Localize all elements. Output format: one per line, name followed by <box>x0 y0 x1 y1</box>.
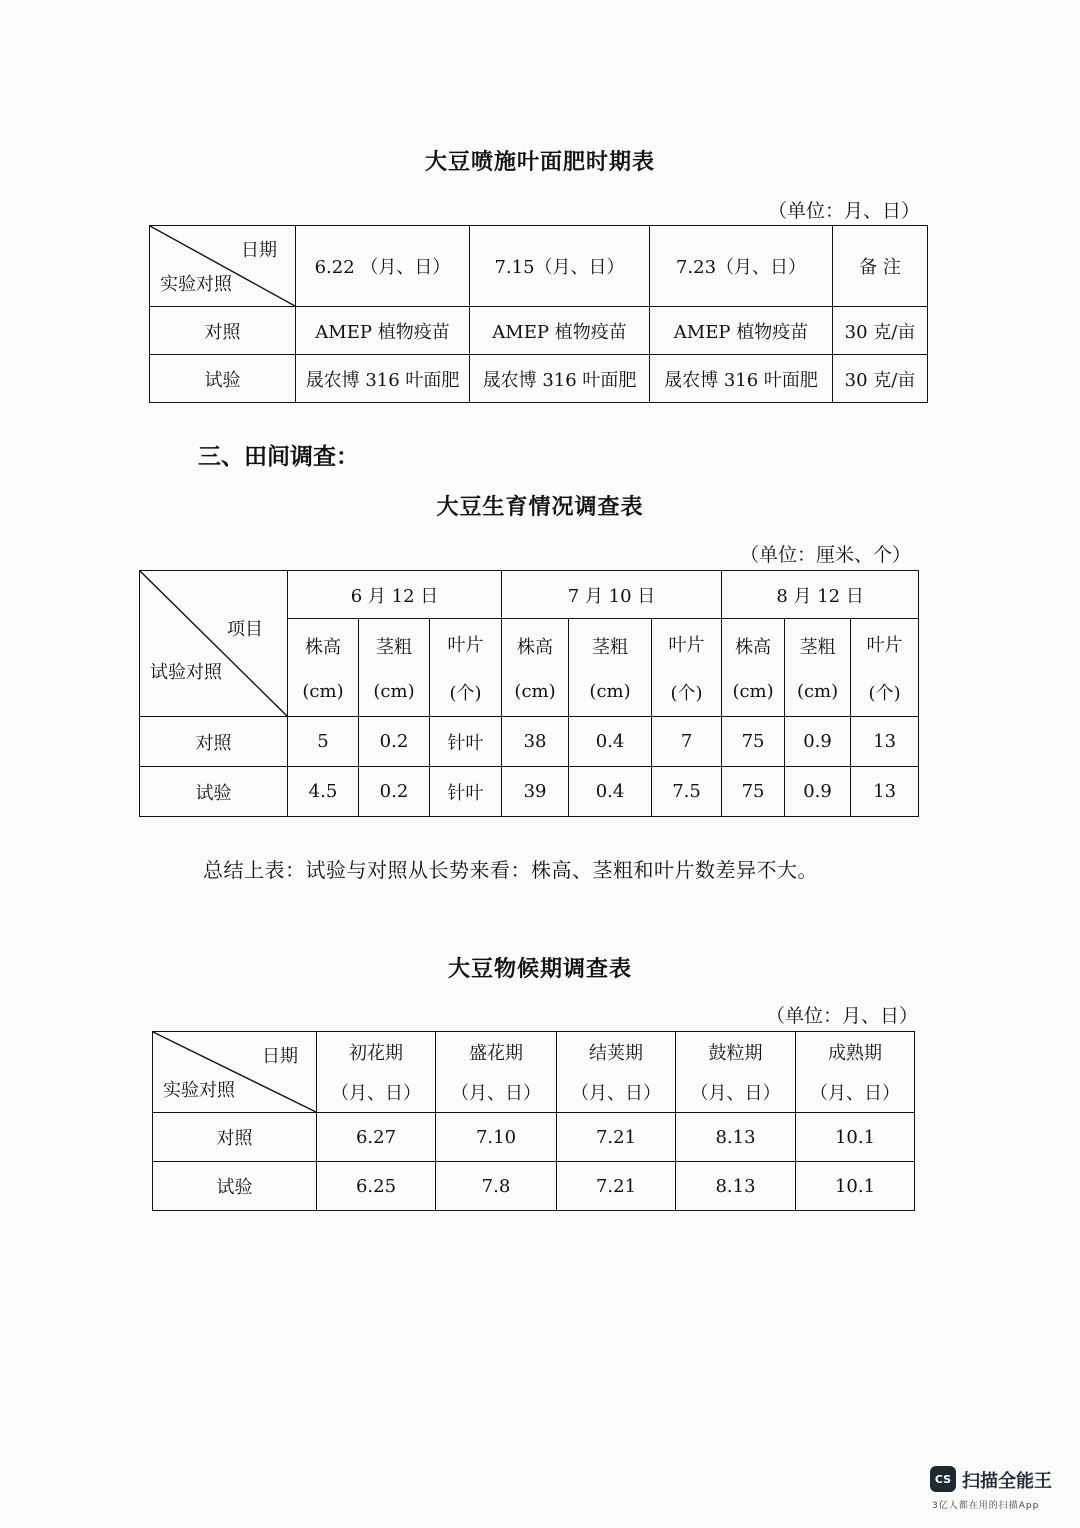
table2-unit: （单位：厘米、个） <box>740 544 912 566</box>
table-cell: 10.1 <box>796 1113 915 1162</box>
table-cell: 6.25 <box>317 1162 436 1211</box>
table2-title: 大豆生育情况调查表 <box>436 495 644 520</box>
table-cell: 10.1 <box>796 1162 915 1211</box>
table-cell: 13 <box>851 767 919 817</box>
stage-header: 初花期 （月、日） <box>317 1032 436 1113</box>
table1-header: 7.23（月、日） <box>650 226 833 307</box>
table-cell: 晟农博 316 叶面肥 <box>296 355 470 403</box>
table-cell: 39 <box>502 767 569 817</box>
table-cell: 7 <box>652 717 722 767</box>
table2-corner-cell <box>140 571 288 717</box>
row-label: 试验 <box>153 1162 317 1211</box>
table2-corner-bottom: 试验对照 <box>150 662 222 683</box>
sub-header: 茎粗 (cm) <box>785 619 851 717</box>
table3-corner-bottom: 实验对照 <box>163 1080 235 1101</box>
table3-corner-cell <box>153 1032 317 1113</box>
sub-header: 株高 (cm) <box>288 619 359 717</box>
table-cell: 5 <box>288 717 359 767</box>
sub-header: 株高 (cm) <box>502 619 569 717</box>
growth-survey-table <box>139 570 919 817</box>
table1-corner-bottom: 实验对照 <box>160 274 232 295</box>
table-cell: 0.4 <box>569 717 652 767</box>
table-cell: 0.2 <box>359 717 430 767</box>
table2-row <box>140 767 919 817</box>
summary-text: 总结上表：试验与对照从长势来看：株高、茎粗和叶片数差异不大。 <box>203 858 818 882</box>
table-cell: 0.9 <box>785 717 851 767</box>
table-cell: 7.21 <box>557 1162 676 1211</box>
table-cell: 0.4 <box>569 767 652 817</box>
table-cell: 7.5 <box>652 767 722 817</box>
table1-corner-cell <box>150 226 296 307</box>
stage-header: 成熟期 （月、日） <box>796 1032 915 1113</box>
table-cell: 8.13 <box>676 1162 796 1211</box>
table1-header-remarks: 备 注 <box>833 226 928 307</box>
table-cell: 38 <box>502 717 569 767</box>
table1-row <box>150 355 928 403</box>
section-heading: 三、田间调查： <box>198 444 359 470</box>
date-header: 7 月 10 日 <box>502 571 722 619</box>
table-cell: 晟农博 316 叶面肥 <box>470 355 650 403</box>
table-cell: 8.13 <box>676 1113 796 1162</box>
table-cell: 7.8 <box>436 1162 557 1211</box>
table-cell: AMEP 植物疫苗 <box>296 307 470 355</box>
sub-header: 叶片 (个) <box>851 619 919 717</box>
table-cell: 75 <box>722 767 785 817</box>
watermark-name: 扫描全能王 <box>962 1471 1052 1492</box>
row-label: 对照 <box>140 717 288 767</box>
row-label: 对照 <box>153 1113 317 1162</box>
table3-title: 大豆物候期调查表 <box>447 957 632 982</box>
sub-header: 株高 (cm) <box>722 619 785 717</box>
table-cell: 75 <box>722 717 785 767</box>
table-cell: 30 克/亩 <box>833 307 928 355</box>
table3-row <box>153 1113 915 1162</box>
table2-row <box>140 717 919 767</box>
table1-corner-top: 日期 <box>241 240 277 261</box>
stage-header: 结荚期 （月、日） <box>557 1032 676 1113</box>
sub-header: 叶片 (个) <box>652 619 722 717</box>
table-cell: 针叶 <box>430 767 502 817</box>
table-cell: 0.2 <box>359 767 430 817</box>
camscanner-logo-icon: CS <box>930 1466 956 1492</box>
table1-row <box>150 307 928 355</box>
table3-row <box>153 1162 915 1211</box>
sub-header: 叶片 (个) <box>430 619 502 717</box>
table-cell: 7.10 <box>436 1113 557 1162</box>
stage-header: 盛花期 （月、日） <box>436 1032 557 1113</box>
table-cell: 针叶 <box>430 717 502 767</box>
table-cell: 7.21 <box>557 1113 676 1162</box>
date-header: 6 月 12 日 <box>288 571 502 619</box>
phenology-table <box>152 1031 915 1211</box>
table-cell: 13 <box>851 717 919 767</box>
table-cell: AMEP 植物疫苗 <box>470 307 650 355</box>
table1-header: 7.15（月、日） <box>470 226 650 307</box>
date-header: 8 月 12 日 <box>722 571 919 619</box>
table-cell: AMEP 植物疫苗 <box>650 307 833 355</box>
table-cell: 4.5 <box>288 767 359 817</box>
table2-corner-top: 项目 <box>227 619 263 640</box>
scanner-watermark <box>930 1466 1065 1514</box>
table3-unit: （单位：月、日） <box>766 1005 919 1027</box>
table-cell: 晟农博 316 叶面肥 <box>650 355 833 403</box>
row-label: 试验 <box>140 767 288 817</box>
watermark-tagline: 3亿人都在用的扫描App <box>932 1501 1040 1511</box>
row-label: 对照 <box>150 307 296 355</box>
foliar-spray-table <box>149 225 928 403</box>
sub-header: 茎粗 (cm) <box>569 619 652 717</box>
table3-corner-top: 日期 <box>262 1046 298 1067</box>
sub-header: 茎粗 (cm) <box>359 619 430 717</box>
table-cell: 0.9 <box>785 767 851 817</box>
stage-header: 鼓粒期 （月、日） <box>676 1032 796 1113</box>
table-cell: 30 克/亩 <box>833 355 928 403</box>
table1-unit: （单位：月、日） <box>768 200 921 222</box>
table1-header: 6.22 （月、日） <box>296 226 470 307</box>
table1-title: 大豆喷施叶面肥时期表 <box>424 150 655 175</box>
row-label: 试验 <box>150 355 296 403</box>
table-cell: 6.27 <box>317 1113 436 1162</box>
